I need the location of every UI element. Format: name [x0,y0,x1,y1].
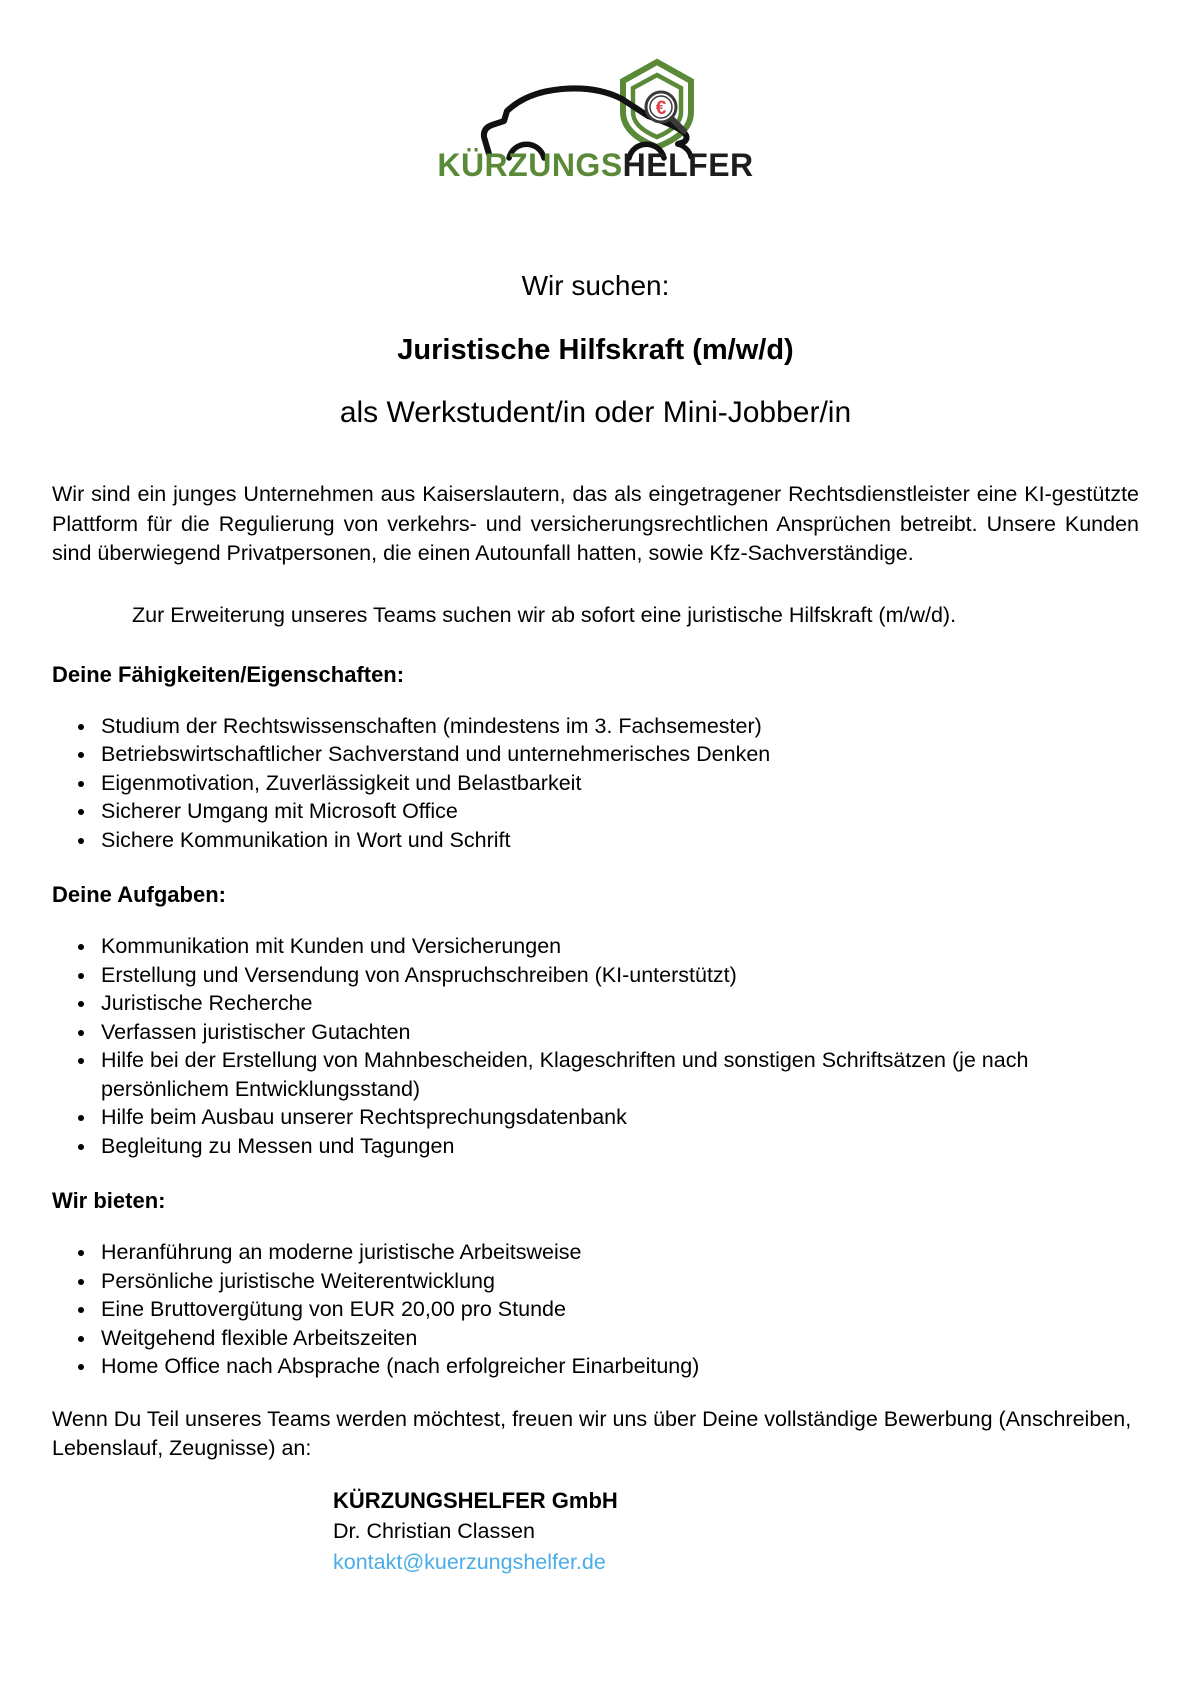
brand-wordmark-black: HELFER [622,147,754,183]
heading-employment-type: als Werkstudent/in oder Mini-Jobber/in [339,396,852,429]
section-title-skills: Deine Fähigkeiten/Eigenschaften: [52,661,405,687]
list-item: • Begleitung zu Messen und Tagungen [97,1132,1139,1161]
company-name: KÜRZUNGSHELFER GmbH [333,1487,618,1513]
tasks-list [52,932,1139,1160]
list-item: • Juristische Recherche [97,989,1139,1018]
section-tasks [52,880,1139,1160]
list-item: • Erstellung und Versendung von Anspruchschreiben (KI-unterstützt) [97,961,1139,990]
offer-list [52,1238,1139,1381]
closing-paragraph: Wenn Du Teil unseres Teams werden möchtest, freuen wir uns über Deine vollständige Bewerbung (Anschreiben, Lebenslauf, Zeugnisse) an: [52,1406,1132,1460]
company-logo [52,56,1139,182]
list-item: • Heranführung an moderne juristische Arbeitsweise [97,1238,1139,1267]
list-item: • Studium der Rechtswissenschaften (mindestens im 3. Fachsemester) [97,712,1139,741]
euro-symbol: € [655,98,666,119]
list-item: • Weitgehend flexible Arbeitszeiten [97,1324,1139,1353]
heading-we-are-looking: Wir suchen: [521,270,670,301]
list-item: • Verfassen juristischer Gutachten [97,1018,1139,1047]
list-item: • Sichere Kommunikation in Wort und Schrift [97,826,1139,855]
section-title-tasks: Deine Aufgaben: [52,882,226,907]
list-item: • Betriebswirtschaftlicher Sachverstand und unternehmerisches Denken [97,740,1139,769]
list-item: • Hilfe bei der Erstellung von Mahnbescheiden, Klageschriften und sonstigen Schriftsätzen (je nach persönlichem Entwicklungsstand) [97,1046,1139,1103]
list-item: • Home Office nach Absprache (nach erfolgreicher Einarbeitung) [97,1352,1139,1381]
section-title-offer: Wir bieten: [52,1188,166,1213]
brand-wordmark [52,148,1139,182]
section-offer [52,1186,1139,1381]
email-link[interactable]: kontakt@kuerzungshelfer.de [333,1549,606,1574]
list-item: • Eine Bruttovergütung von EUR 20,00 pro Stunde [97,1295,1139,1324]
list-item: • Hilfe beim Ausbau unserer Rechtsprechungsdatenbank [97,1103,1139,1132]
brand-wordmark-green: KÜRZUNGS [437,147,623,183]
team-expansion-line: Zur Erweiterung unseres Teams suchen wir ab sofort eine juristische Hilfskraft (m/w/d). [132,602,957,627]
list-item: • Sicherer Umgang mit Microsoft Office [97,797,1139,826]
skills-list [52,712,1139,855]
list-item: • Eigenmotivation, Zuverlässigkeit und Belastbarkeit [97,769,1139,798]
page-title-job-role: Juristische Hilfskraft (m/w/d) [397,334,794,366]
contact-block [333,1486,1139,1578]
intro-paragraph: Wir sind ein junges Unternehmen aus Kaiserslautern, das als eingetragener Rechtsdienstleister eine KI-gestützte Plattform für die Regulierung von verkehrs- und versicherungsrechtlichen Ansprüchen betreibt. Unsere Kunden sind überwiegend Privatpersonen, die einen Autounfall hatten, sowie Kfz-Sachverständige. [52,482,1139,565]
contact-person: Dr. Christian Classen [333,1519,535,1543]
list-item: • Persönliche juristische Weiterentwicklung [97,1267,1139,1296]
list-item: • Kommunikation mit Kunden und Versicherungen [97,932,1139,961]
section-skills [52,660,1139,855]
